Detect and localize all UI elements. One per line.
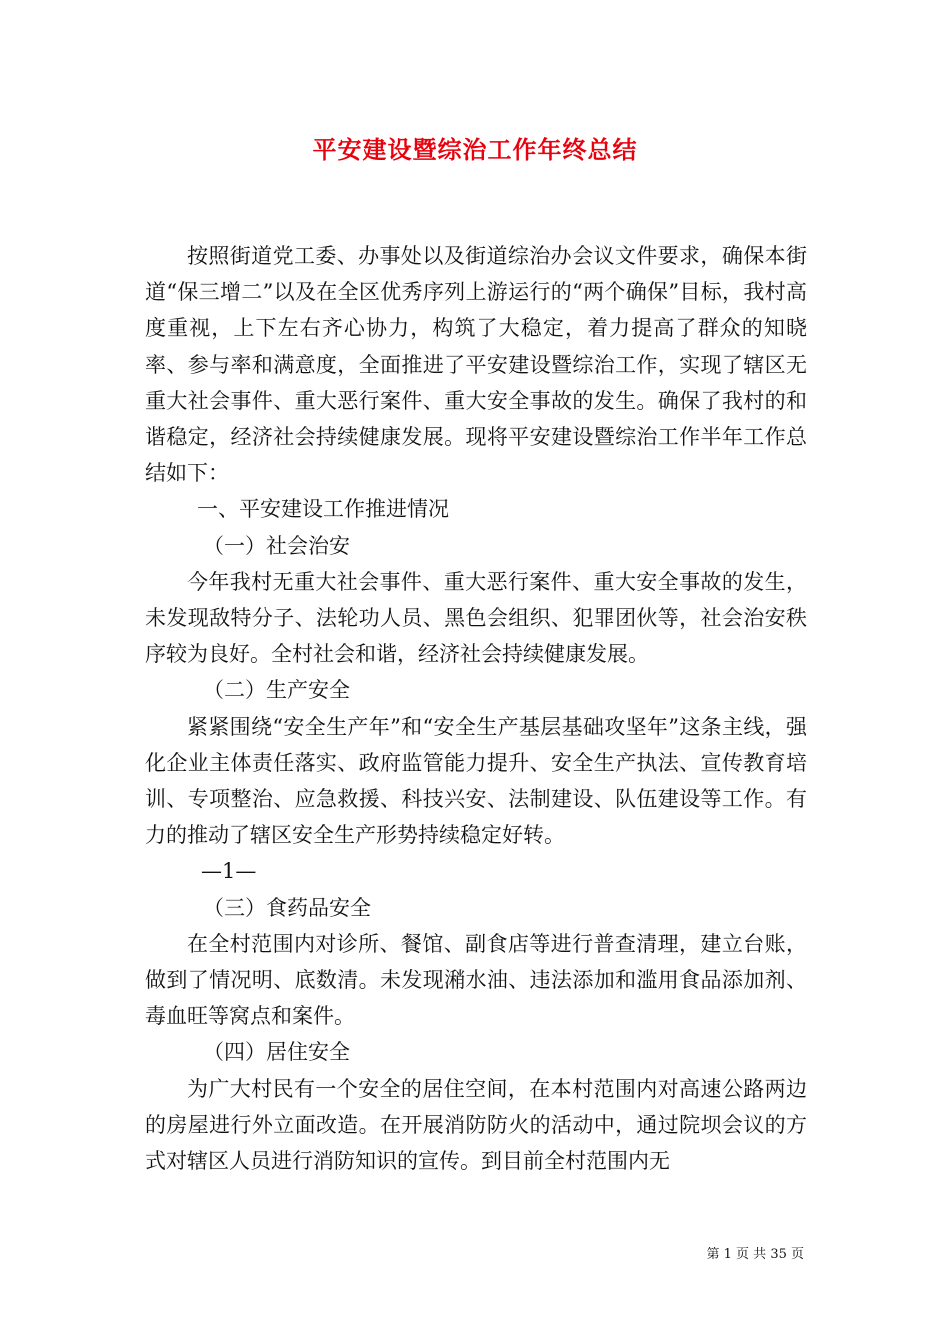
page-footer-label: 第 1 页 共 35 页 (706, 1247, 804, 1262)
subsection-heading-2: （二）生产安全 (203, 678, 350, 703)
intro-paragraph: 按照街道党工委、办事处以及街道综治办会议文件要求，确保本街道“保三增二”以及在全区优秀序列上游运行的“两个确保”目标，我村高度重视，上下左右齐心协力，构筑了大稳定，着力提高了群众的知晓率、参与率和满意度，全面推进了平安建设暨综治工作，实现了辖区无重大社会事件、重大恶行案件、重大安全事故的发生。确保了我村的和谐稳定，经济社会持续健康发展。现将平安建设暨综治工作半年工作总结如下： (145, 244, 807, 486)
document-body (145, 238, 807, 1179)
subsection-paragraph-1: 今年我村无重大社会事件、重大恶行案件、重大安全事故的发生，未发现敌特分子、法轮功人员、黑色会组织、犯罪团伙等，社会治安秩序较为良好。全村社会和谐，经济社会持续健康发展。 (145, 569, 807, 667)
inline-page-number: —1— (201, 859, 257, 884)
document-title: 平安建设暨综治工作年终总结 (312, 135, 638, 164)
subsection-paragraph-4: 为广大村民有一个安全的居住空间，在本村范围内对高速公路两边的房屋进行外立面改造。在开展消防防火的活动中，通过院坝会议的方式对辖区人员进行消防知识的宣传。到目前全村范围内无 (145, 1076, 807, 1174)
subsection-heading-1: （一）社会治安 (203, 533, 350, 558)
subsection-paragraph-2: 紧紧围绕“安全生产年”和“安全生产基层基础攻坚年”这条主线，强化企业主体责任落实、政府监管能力提升、安全生产执法、宣传教育培训、专项整治、应急救援、科技兴安、法制建设、队伍建设等工作。有力的推动了辖区安全生产形势持续稳定好转。 (145, 714, 807, 848)
section-heading-1: 一、平安建设工作推进情况 (197, 497, 449, 522)
subsection-heading-4: （四）居住安全 (203, 1040, 350, 1065)
subsection-paragraph-3: 在全村范围内对诊所、餐馆、副食店等进行普查清理，建立台账，做到了情况明、底数清。未发现潲水油、违法添加和滥用食品添加剂、毒血旺等窝点和案件。 (145, 931, 807, 1029)
subsection-heading-3: （三）食药品安全 (203, 895, 371, 920)
